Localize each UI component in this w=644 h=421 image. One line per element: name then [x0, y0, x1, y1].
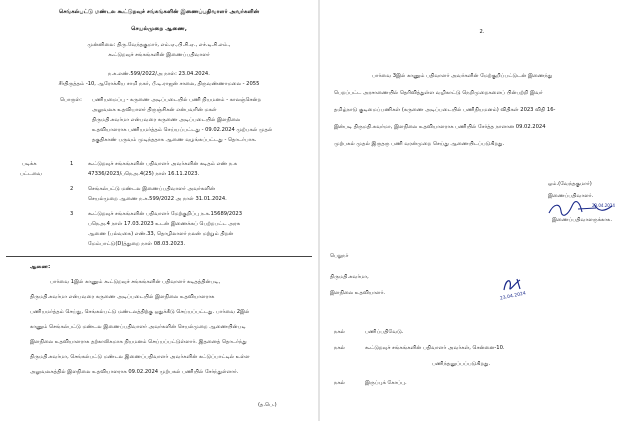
order-line: பணியமர்த்தம் செய்து, செங்கல்பட்டு மண்டலத்திற்கு ஒதுக்கீடு செய்யப்பட்டது. பார்வை 2இல்	[30, 309, 250, 315]
recipient-title: இளநிலை உதவியாளர்.	[330, 290, 386, 296]
order-line: திருமதி.சுவர்மா என்பவரை கருணை அடிப்படையில் இளநிலை உதவியாளராக	[30, 294, 215, 300]
reference-line: செங்கல்பட்டு மண்டல இணைப்பதிவாளர் அவர்களின்	[88, 186, 215, 192]
reference-line: கூட்டுறவுச் சங்கங்களின் பதிவாளர் அவர்களின் கடிதம் எண் ந.க	[88, 161, 238, 167]
subject-line: தகுதிகாண் பருவம் முடிந்ததாக ஆணை வழங்கப்பட்டது - தொடர்பாக.	[92, 137, 257, 143]
order-line: இளநிலை உதவியாளராக தற்காலிகமாக நியமனம் செய்யப்பட்டுள்ளார். இதனைத் தொடர்ந்து	[30, 339, 247, 345]
header-line-2: செயல்முறை ஆணை,	[131, 26, 187, 32]
body-line: பார்வை 3இல் காணும் பதிவாளர் அவர்களின் மேற்குறிப்பட்டுடன் இணைந்து	[372, 73, 553, 79]
reference-number-3: 3	[70, 211, 74, 217]
copy-note: பணிந்தனுப்பப்படுகிறது.	[432, 361, 491, 367]
reference-number-1: 1	[70, 161, 74, 167]
reference-line: ஆணை (பல்வகை) எண்.33, தொழிலாளர் நலன் மற்றும் திறன்	[88, 231, 234, 237]
handwritten-date: 23.04.2024	[499, 291, 527, 302]
order-page-1	[0, 0, 318, 421]
subject-line: அலுவலக உதவியாளர் திருஞ்சிகன் என்பவரின் மகள்	[92, 107, 217, 113]
continued-marker: (த.பெ.)	[258, 402, 277, 408]
body-line: தமிழ்நாடு குடிமைப்பணிகள் (கருணை அடிப்படையில் பணிநியமனம்) விதிகள் 2023 விதி 16-	[334, 107, 556, 113]
recipient-name: திருமதி.சுவர்மா,	[330, 274, 369, 280]
order-page-2	[320, 0, 644, 421]
office-address: சீர்திருத்தம் -10, ஆரோக்கிய சாமி நகர், பீ.டி.ராஜன் சாலை, திருவண்ணாமலை - 2055	[58, 81, 260, 87]
subject-line: பணியமைப்பு - கருணை அடிப்படையில் பணி நியமனம் - காலஞ்சென்ற	[92, 97, 262, 103]
order-line: காணும் செங்கல்பட்டு மண்டல இணைப்பதிவாளர் அவர்களின் செயல்முறை ஆணையின்படி	[30, 324, 246, 330]
recipient-label: பெறுநர்	[330, 253, 349, 259]
copy-text: பணிப்பதிவேடு.	[365, 329, 404, 335]
body-line: முற்பகல் முதல் இருதரு பணி வரன்முறை செய்து ஆணையிடப்படுகிறது.	[334, 141, 505, 147]
order-line: திருமதி.சுவர்மா, செங்கல்பட்டு மண்டல இணைப்பதிவாளர் அவர்களின் கட்டுப்பாட்டில் உள்ள	[30, 354, 250, 360]
body-line: இன்படி திருமதி.சுவர்மா, இளநிலை உதவியாளராக பணியில் சேர்த்த நாளான 09.02.2024	[334, 124, 546, 130]
reference-line: பநெஅ.4 நாள் 17.03.2023 உடன் இணைக்கப் பெற்றபட்ட அரசு	[88, 221, 241, 227]
references-label: படிக்க	[22, 161, 37, 167]
copy-label: நகல்	[334, 380, 345, 386]
reference-line: மேம்பாட்டு(D)த்துறை நாள் 08.03.2023.	[88, 241, 186, 247]
reference-line: 47336/2023/பநெஅ.4(25) நாள் 16.11.2023.	[88, 171, 200, 177]
copy-text: இருப்புக் கோப்பு.	[365, 380, 407, 386]
page-number: 2.	[479, 29, 485, 35]
header-line-1: செங்கல்பட்டு மண்டல கூட்டுறவுச் சங்கங்களின் இணைப்பதிவாளர் அவர்களின்	[58, 9, 260, 15]
order-line: அலுவலகத்தில் இளநிலை உதவியாளராக 09.02.2024 முற்பகல் பணியில் சேர்ந்துள்ளார்.	[30, 369, 239, 375]
reference-number: ந.க.எண்.599/2022/அ நாள்: 23.04.2024.	[108, 71, 210, 77]
reference-line: செயல்முறை ஆணை ந.க.599/2022 அ நாள் 31.01.2024.	[88, 196, 227, 202]
subject-line: திருமதி.சுவர்மா என்பவரை கருணை அடிப்படையில் இளநிலை	[92, 117, 241, 123]
reference-number-2: 2	[70, 186, 74, 192]
subject-line: உதவியாளராக பணியமர்த்தம் செய்யப்பட்டது - 09.02.2024 முற்பகல் முதல்	[92, 127, 273, 133]
header-line-4: கூட்டுறவுச் சங்கங்களின் இணைப்பதிவாளர்	[108, 52, 210, 58]
references-label-2: பட்டவை	[20, 171, 42, 177]
signature-date: 23.04.2024	[592, 203, 615, 208]
order-label: ஆணை:	[30, 264, 51, 270]
section-divider	[6, 256, 312, 257]
copy-text: கூட்டுறவுச் சங்கங்களின் பதிவாளர் அவர்கள், சென்னை-10.	[365, 345, 505, 351]
reference-line: கூட்டுறவுச் சங்கங்களின் பதிவாளர் மேற்குறிப்பு ந.க.15689/2023	[88, 211, 243, 217]
signed-name: ஒம்.(வேந்தகுமார்)	[548, 181, 592, 187]
order-line: பார்வை 1இல் காணும் கூட்டுறவுச் சங்கங்களின் பதிவாளர் கடிதத்தின்படி,	[50, 279, 221, 285]
header-line-3: முன்னிலை: திரு.வேந்தகுமார், எம்.ஏ.,பி.சி.ஏ., எச்.டி.சி.எம்.,	[87, 42, 231, 48]
body-line: பெறப்பட்ட அரசாணையில் தெரிவித்துள்ள வழிகாட்டு நெறிமுறைகளைப் பின்பற்றி இவர்	[334, 90, 543, 96]
copy-label: நகல்	[334, 329, 345, 335]
signed-title: இணைப்பதிவாளர்.	[548, 193, 594, 199]
subject-label: பொருள்:	[60, 97, 82, 103]
copy-label: நகல்	[334, 345, 345, 351]
seal-title: இணைப்பதிவாளருக்காக.	[552, 217, 613, 223]
